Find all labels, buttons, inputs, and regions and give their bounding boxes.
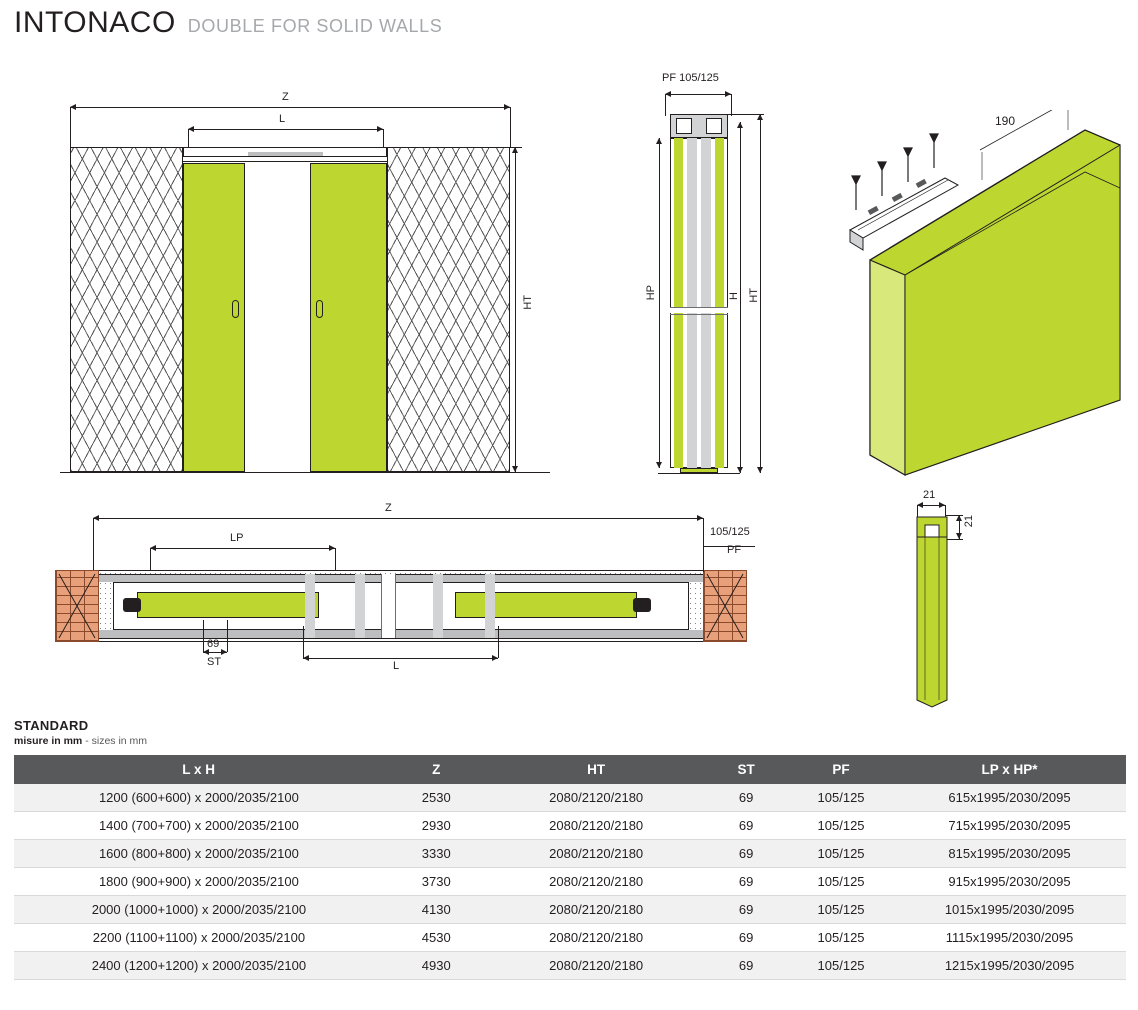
cell-pf: 105/125	[817, 902, 865, 917]
plan-door-right	[455, 592, 637, 618]
head-detail-right	[706, 118, 722, 134]
rail-bottom-line	[99, 638, 703, 639]
rail-top	[99, 574, 703, 582]
mesh-wall-right	[387, 147, 510, 472]
cell-z: 3730	[421, 874, 451, 889]
table-row	[14, 952, 1126, 980]
label-ht-section: HT	[748, 288, 760, 303]
vertical-section-view	[640, 70, 780, 490]
section-green-right	[715, 138, 724, 468]
door-panel-right	[310, 163, 387, 472]
table-row	[14, 896, 1126, 924]
cell-ht: 2080/2120/2180	[549, 958, 644, 973]
floor-line	[60, 472, 550, 473]
label-h: H	[728, 292, 740, 300]
rail-top-line	[99, 574, 703, 575]
dimension-line-lp	[150, 548, 335, 549]
label-21-top: 21	[923, 489, 936, 501]
cell-lxh: 1800 (900+900) x 2000/2035/2100	[98, 874, 299, 889]
pf-plan-ext	[703, 546, 704, 572]
head-detail-left	[676, 118, 692, 134]
cell-ht: 2080/2120/2180	[549, 790, 644, 805]
section-break	[670, 308, 728, 313]
3d-panel-svg	[830, 110, 1130, 480]
cell-ht: 2080/2120/2180	[549, 874, 644, 889]
front-elevation-view	[60, 91, 560, 485]
dimension-line-st	[203, 652, 227, 653]
dimension-line-ht	[515, 147, 516, 472]
section-break-line-top	[670, 307, 728, 308]
dimension-line-z-plan	[93, 518, 703, 519]
standard-subtitle-en: - sizes in mm	[82, 735, 148, 747]
pf-ext-left	[665, 94, 666, 116]
table-row	[14, 924, 1126, 952]
col-header-st: ST	[704, 755, 789, 784]
ext-line-z-right	[510, 107, 511, 147]
table-row	[14, 784, 1126, 812]
cell-lxh: 2000 (1000+1000) x 2000/2035/2100	[91, 902, 307, 917]
table-header-row	[14, 755, 1126, 784]
cell-pf: 105/125	[817, 846, 865, 861]
ht-section-tick-top	[728, 114, 764, 115]
section-floor-line	[658, 473, 740, 474]
cell-pf: 105/125	[817, 930, 865, 945]
section-break-line-bottom	[670, 314, 728, 315]
cell-z: 3330	[421, 846, 451, 861]
label-l: L	[279, 113, 286, 125]
plan-break-line-right	[395, 574, 396, 638]
label-z-plan: Z	[385, 502, 392, 514]
cell-st: 69	[738, 818, 754, 833]
dimension-line-21-top	[917, 505, 945, 506]
label-hp: HP	[645, 285, 657, 301]
label-ht: HT	[522, 295, 534, 310]
l-plan-ext-right	[498, 626, 499, 658]
col-header-pf: PF	[789, 755, 894, 784]
col-header-lpxhp: LP x HP*	[894, 755, 1126, 784]
handle-right	[316, 300, 323, 318]
profile-detail-view	[905, 485, 1025, 700]
label-l-plan: L	[393, 660, 400, 672]
cell-lxh: 2400 (1200+1200) x 2000/2035/2100	[91, 958, 307, 973]
cell-pf: 105/125	[817, 874, 865, 889]
label-pf-plan-value: 105/125	[710, 526, 750, 538]
track-underline	[183, 161, 387, 162]
pf-ext-right	[731, 94, 732, 116]
cell-z: 4930	[421, 958, 451, 973]
dimension-line-ht-section	[760, 114, 761, 473]
dimension-line-hp	[659, 138, 660, 468]
profile-shape-svg	[915, 515, 975, 715]
cell-lpxhp: 915x1995/2030/2095	[948, 874, 1071, 889]
rail-bottom	[99, 630, 703, 638]
lp-ext-left	[150, 548, 151, 572]
ext-line-l-left	[188, 129, 189, 149]
label-190: 190	[995, 114, 1016, 128]
plan-handle-right	[633, 598, 651, 612]
lp-ext-right	[335, 548, 336, 572]
section-grey-right	[701, 138, 711, 468]
standard-title: STANDARD	[14, 718, 89, 733]
cell-lxh: 1400 (700+700) x 2000/2035/2100	[98, 818, 299, 833]
col-header-ht: HT	[489, 755, 704, 784]
table-row	[14, 812, 1126, 840]
cell-st: 69	[738, 902, 754, 917]
brick-left-hatch	[55, 570, 99, 642]
cell-st: 69	[738, 846, 754, 861]
plan-break	[381, 574, 395, 638]
standard-table-section	[14, 718, 1126, 980]
l-plan-ext-left	[303, 626, 304, 658]
cell-st: 69	[738, 874, 754, 889]
z-plan-ext-left	[93, 518, 94, 570]
ext-line-z-left	[70, 107, 71, 147]
section-green-left	[674, 138, 683, 468]
section-grey-left	[687, 138, 697, 468]
label-st: ST	[207, 656, 222, 668]
cell-ht: 2080/2120/2180	[549, 846, 644, 861]
dimension-line-h	[740, 122, 741, 473]
cell-ht: 2080/2120/2180	[549, 902, 644, 917]
cell-z: 2930	[421, 818, 451, 833]
track-carriage	[248, 152, 323, 156]
brick-right-hatch	[703, 570, 747, 642]
page-title: INTONACO	[14, 6, 176, 39]
cell-lpxhp: 615x1995/2030/2095	[948, 790, 1071, 805]
cell-lpxhp: 1215x1995/2030/2095	[944, 958, 1075, 973]
cell-lpxhp: 815x1995/2030/2095	[948, 846, 1071, 861]
dimension-line-l-plan	[303, 658, 498, 659]
cell-lpxhp: 1115x1995/2030/2095	[945, 930, 1074, 945]
cell-lpxhp: 715x1995/2030/2095	[948, 818, 1071, 833]
cell-lxh: 1200 (600+600) x 2000/2035/2100	[98, 790, 299, 805]
st-ext-left	[203, 620, 204, 652]
cell-lxh: 2200 (1100+1100) x 2000/2035/2100	[92, 930, 306, 945]
cell-pf: 105/125	[817, 958, 865, 973]
cell-st: 69	[738, 790, 754, 805]
cell-st: 69	[738, 930, 754, 945]
st-ext-right	[227, 620, 228, 652]
plan-break-line-left	[381, 574, 382, 638]
col-header-lxh: L x H	[14, 755, 384, 784]
col-header-z: Z	[384, 755, 489, 784]
plan-door-left	[137, 592, 319, 618]
dimension-line-l	[188, 129, 383, 130]
mesh-wall-left	[70, 147, 183, 472]
standard-sizes-table	[14, 755, 1126, 980]
plan-post-c	[433, 574, 443, 638]
label-pf: PF 105/125	[662, 72, 719, 84]
label-lp: LP	[230, 532, 244, 544]
dimension-line-z	[70, 107, 510, 108]
table-row	[14, 868, 1126, 896]
cell-lpxhp: 1015x1995/2030/2095	[944, 902, 1075, 917]
cell-st: 69	[738, 958, 754, 973]
ext-line-l-right	[383, 129, 384, 149]
cell-lxh: 1600 (800+800) x 2000/2035/2100	[98, 846, 299, 861]
table-row	[14, 840, 1126, 868]
plan-handle-left	[123, 598, 141, 612]
cell-z: 2530	[421, 790, 451, 805]
cell-z: 4130	[421, 902, 451, 917]
plan-section-view	[55, 500, 755, 695]
cell-z: 4530	[421, 930, 451, 945]
standard-subtitle	[14, 735, 1126, 747]
cell-pf: 105/125	[817, 818, 865, 833]
plan-post-b	[355, 574, 365, 638]
plan-post-a	[305, 574, 315, 638]
page-header	[14, 6, 442, 40]
cell-pf: 105/125	[817, 790, 865, 805]
label-z: Z	[282, 91, 289, 103]
cell-ht: 2080/2120/2180	[549, 818, 644, 833]
ht-tick-top	[510, 147, 522, 148]
cell-ht: 2080/2120/2180	[549, 930, 644, 945]
label-pf-plan: PF	[727, 544, 742, 556]
3d-panel-view	[830, 110, 1130, 480]
plan-post-d	[485, 574, 495, 638]
dimension-line-pf	[665, 94, 731, 95]
label-21-side: 21	[963, 515, 975, 528]
standard-subtitle-it: misure in mm	[14, 735, 83, 747]
label-st-value: 69	[207, 638, 220, 650]
handle-left	[232, 300, 239, 318]
page-subtitle: DOUBLE FOR SOLID WALLS	[187, 16, 443, 36]
